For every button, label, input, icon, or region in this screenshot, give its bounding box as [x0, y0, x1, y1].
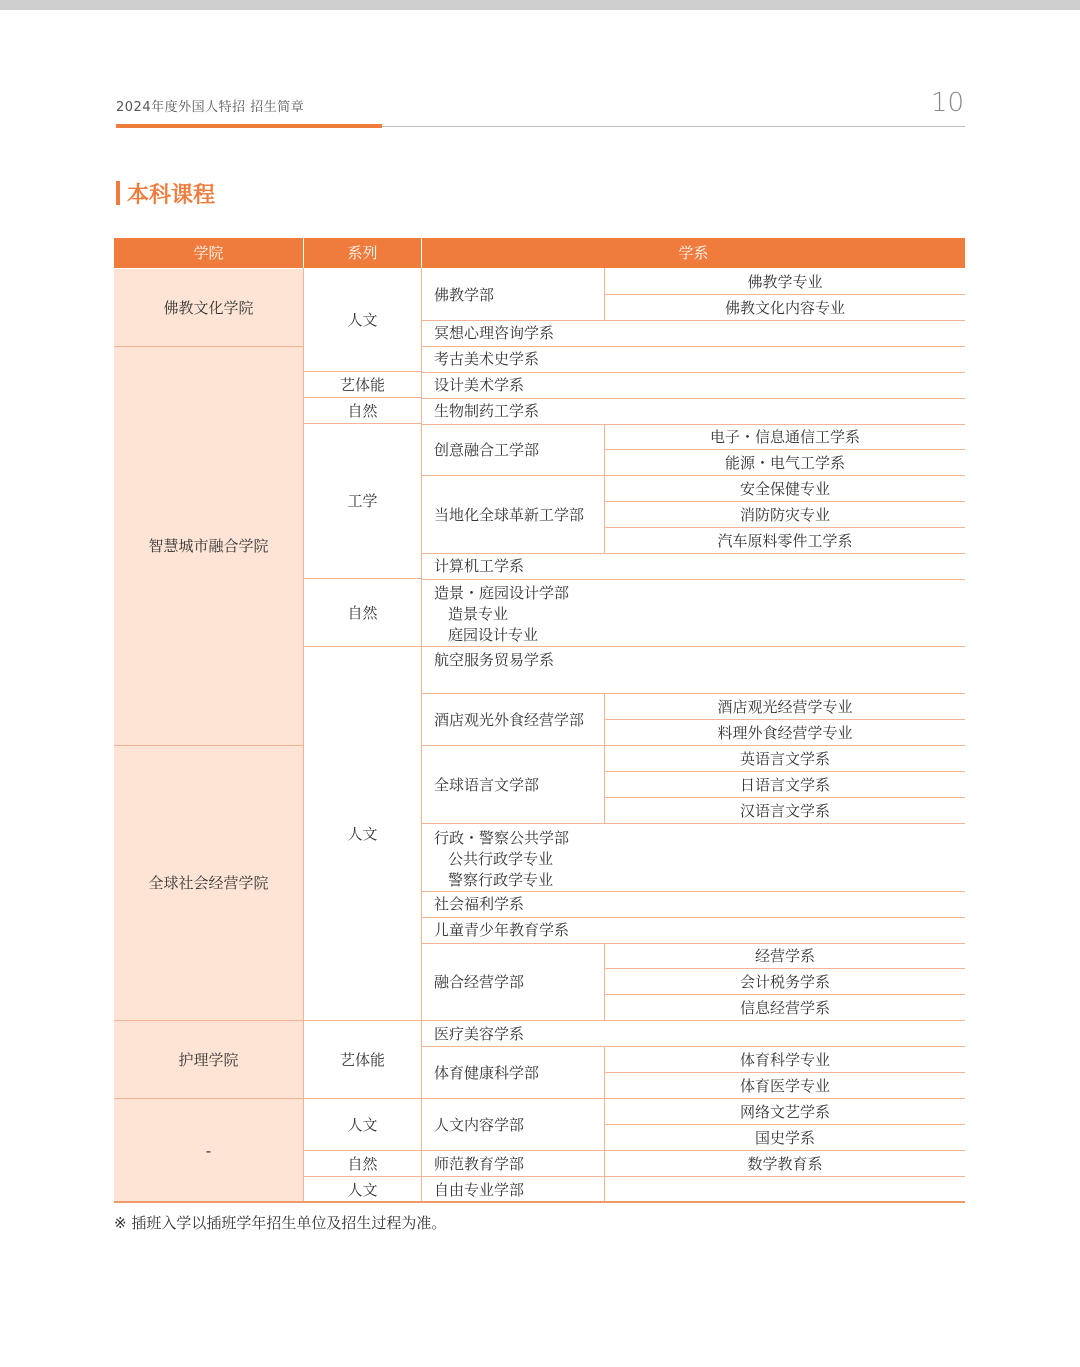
- department-cell: 人文内容学部: [434, 1115, 525, 1134]
- major-cell: 日语言文学系: [739, 776, 830, 794]
- sub-major-label: 造景专业: [448, 605, 509, 623]
- sub-major-label: 庭园设计专业: [448, 626, 539, 644]
- grid-line: [114, 346, 304, 347]
- page-number: 10: [930, 88, 964, 118]
- department-cell: 融合经营学部: [434, 972, 525, 991]
- series-cell: 自然: [347, 1154, 378, 1173]
- grid-line: [422, 346, 965, 347]
- major-cell: 会计税务学系: [739, 973, 830, 991]
- major-cell: 体育医学专业: [739, 1077, 830, 1095]
- department-cell: 航空服务贸易学系: [434, 651, 555, 669]
- grid-line: [304, 578, 422, 579]
- header-department: 学系: [422, 238, 965, 268]
- grid-line: [422, 1176, 965, 1177]
- department-cell: 医疗美容学系: [434, 1025, 525, 1043]
- department-cell: 考古美术史学系: [434, 350, 540, 368]
- department-cell: 儿童青少年教育学系: [434, 921, 570, 939]
- top-bar: [0, 0, 1080, 10]
- college-cell: [114, 1021, 303, 1098]
- major-cell: 数学教育系: [747, 1155, 823, 1173]
- department-cell: 冥想心理咨询学系: [434, 324, 555, 342]
- series-cell: 自然: [347, 603, 378, 622]
- grid-line: [605, 719, 965, 720]
- grid-line: [304, 646, 422, 647]
- department-cell: 当地化全球革新工学部: [434, 505, 585, 524]
- major-cell: 消防防灾专业: [739, 506, 830, 524]
- department-label: 行政・警察公共学部: [434, 829, 570, 847]
- grid-line: [304, 423, 422, 424]
- grid-line: [604, 943, 605, 1021]
- series-cell: 人文: [347, 1180, 378, 1199]
- grid-line: [304, 397, 422, 398]
- footnote: ※ 插班入学以插班学年招生单位及招生过程为准。: [114, 1214, 447, 1232]
- grid-line: [422, 917, 965, 918]
- department-label: 造景・庭园设计学部: [434, 584, 570, 602]
- grid-line: [304, 1020, 422, 1021]
- department-cell: 师范教育学部: [434, 1155, 525, 1173]
- grid-line: [605, 771, 965, 772]
- department-cell: 创意融合工学部: [434, 440, 540, 459]
- grid-line: [304, 1150, 422, 1151]
- header-title: 2024年度外国人特招 招生简章: [116, 100, 305, 115]
- department-cell: 设计美术学系: [434, 376, 525, 394]
- major-cell: 能源・电气工学系: [724, 454, 845, 472]
- college-label: 全球社会经营学院: [148, 874, 269, 892]
- college-label: -: [205, 1141, 212, 1160]
- series-cell: 人文: [347, 824, 378, 843]
- major-cell: 汉语言文学系: [739, 802, 830, 820]
- course-table: [114, 238, 965, 1202]
- college-label: 智慧城市融合学院: [148, 537, 269, 555]
- college-label: 佛教文化学院: [163, 298, 254, 317]
- department-block: [422, 579, 965, 646]
- header-series: 系列: [304, 238, 421, 268]
- section-marker: [116, 181, 120, 205]
- department-cell: 体育健康科学部: [434, 1063, 540, 1082]
- major-cell: 酒店观光经营学专业: [717, 698, 853, 716]
- grid-line: [605, 1124, 965, 1125]
- major-cell: 网络文艺学系: [739, 1103, 830, 1121]
- grid-line: [605, 527, 965, 528]
- college-cell: [114, 347, 303, 745]
- college-cell: [114, 269, 303, 346]
- grid-line: [422, 398, 965, 399]
- grid-line: [422, 1150, 965, 1151]
- grid-line: [304, 1098, 422, 1099]
- department-block: [422, 824, 965, 891]
- major-cell: 经营学系: [754, 947, 815, 965]
- header-college: 学院: [114, 238, 303, 268]
- department-cell: 佛教学部: [434, 285, 495, 304]
- series-cell: 工学: [347, 492, 378, 510]
- grid-line: [114, 1098, 304, 1099]
- department-cell: 全球语言文学部: [434, 775, 540, 794]
- major-cell: 体育科学专业: [739, 1051, 830, 1069]
- grid-line: [605, 501, 965, 502]
- sub-major-label: 公共行政学专业: [448, 850, 554, 868]
- grid-line: [422, 943, 965, 944]
- grid-line: [422, 579, 965, 580]
- major-cell: 佛教学专业: [747, 273, 823, 291]
- grid-line: [422, 693, 965, 694]
- major-cell: 电子・信息通信工学系: [709, 428, 860, 446]
- series-cell: 艺体能: [339, 375, 385, 394]
- college-cell: [114, 1099, 303, 1202]
- major-cell: 英语言文学系: [739, 750, 830, 768]
- major-cell: 佛教文化内容专业: [724, 299, 845, 317]
- grid-line: [422, 553, 965, 554]
- grid-line: [114, 1020, 304, 1021]
- series-cell: 自然: [347, 401, 378, 420]
- grid-line: [604, 424, 605, 553]
- grid-line: [604, 694, 605, 823]
- department-cell: 酒店观光外食经营学部: [434, 710, 585, 729]
- grid-line: [304, 1176, 422, 1177]
- grid-line: [605, 797, 965, 798]
- major-cell: 国史学系: [754, 1129, 815, 1147]
- grid-line: [422, 1046, 965, 1047]
- grid-line: [303, 268, 304, 1202]
- college-label: 护理学院: [178, 1050, 239, 1069]
- department-cell: 生物制药工学系: [434, 402, 540, 420]
- major-cell: 料理外食经营学专业: [717, 724, 853, 742]
- department-cell: 社会福利学系: [434, 895, 525, 913]
- grid-line: [422, 424, 965, 425]
- grid-line: [605, 994, 965, 995]
- grid-line: [605, 294, 965, 295]
- grid-line: [422, 1020, 965, 1021]
- series-cell: 人文: [347, 1115, 378, 1134]
- sub-major-label: 警察行政学专业: [448, 871, 554, 889]
- major-cell: 安全保健专业: [739, 480, 830, 498]
- header-accent-bar: [116, 124, 382, 128]
- grid-line: [422, 475, 965, 476]
- grid-line: [114, 745, 304, 746]
- grid-line: [605, 449, 965, 450]
- grid-line: [422, 646, 965, 647]
- series-cell: 人文: [347, 311, 378, 329]
- section-title: 本科课程: [127, 183, 216, 208]
- grid-line: [304, 371, 422, 372]
- major-cell: 汽车原料零件工学系: [717, 532, 853, 550]
- grid-line: [422, 372, 965, 373]
- grid-line: [422, 823, 965, 824]
- grid-line: [605, 968, 965, 969]
- grid-line: [422, 1098, 965, 1099]
- grid-line: [421, 268, 422, 1202]
- grid-line: [422, 320, 965, 321]
- grid-line: [422, 745, 965, 746]
- grid-line: [422, 891, 965, 892]
- department-cell: 自由专业学部: [434, 1181, 525, 1199]
- department-cell: 计算机工学系: [434, 557, 525, 575]
- series-cell: 艺体能: [339, 1050, 385, 1069]
- college-cell: [114, 746, 303, 1020]
- major-cell: 信息经营学系: [739, 999, 830, 1017]
- table-bottom-border: [114, 1201, 965, 1203]
- grid-line: [605, 1072, 965, 1073]
